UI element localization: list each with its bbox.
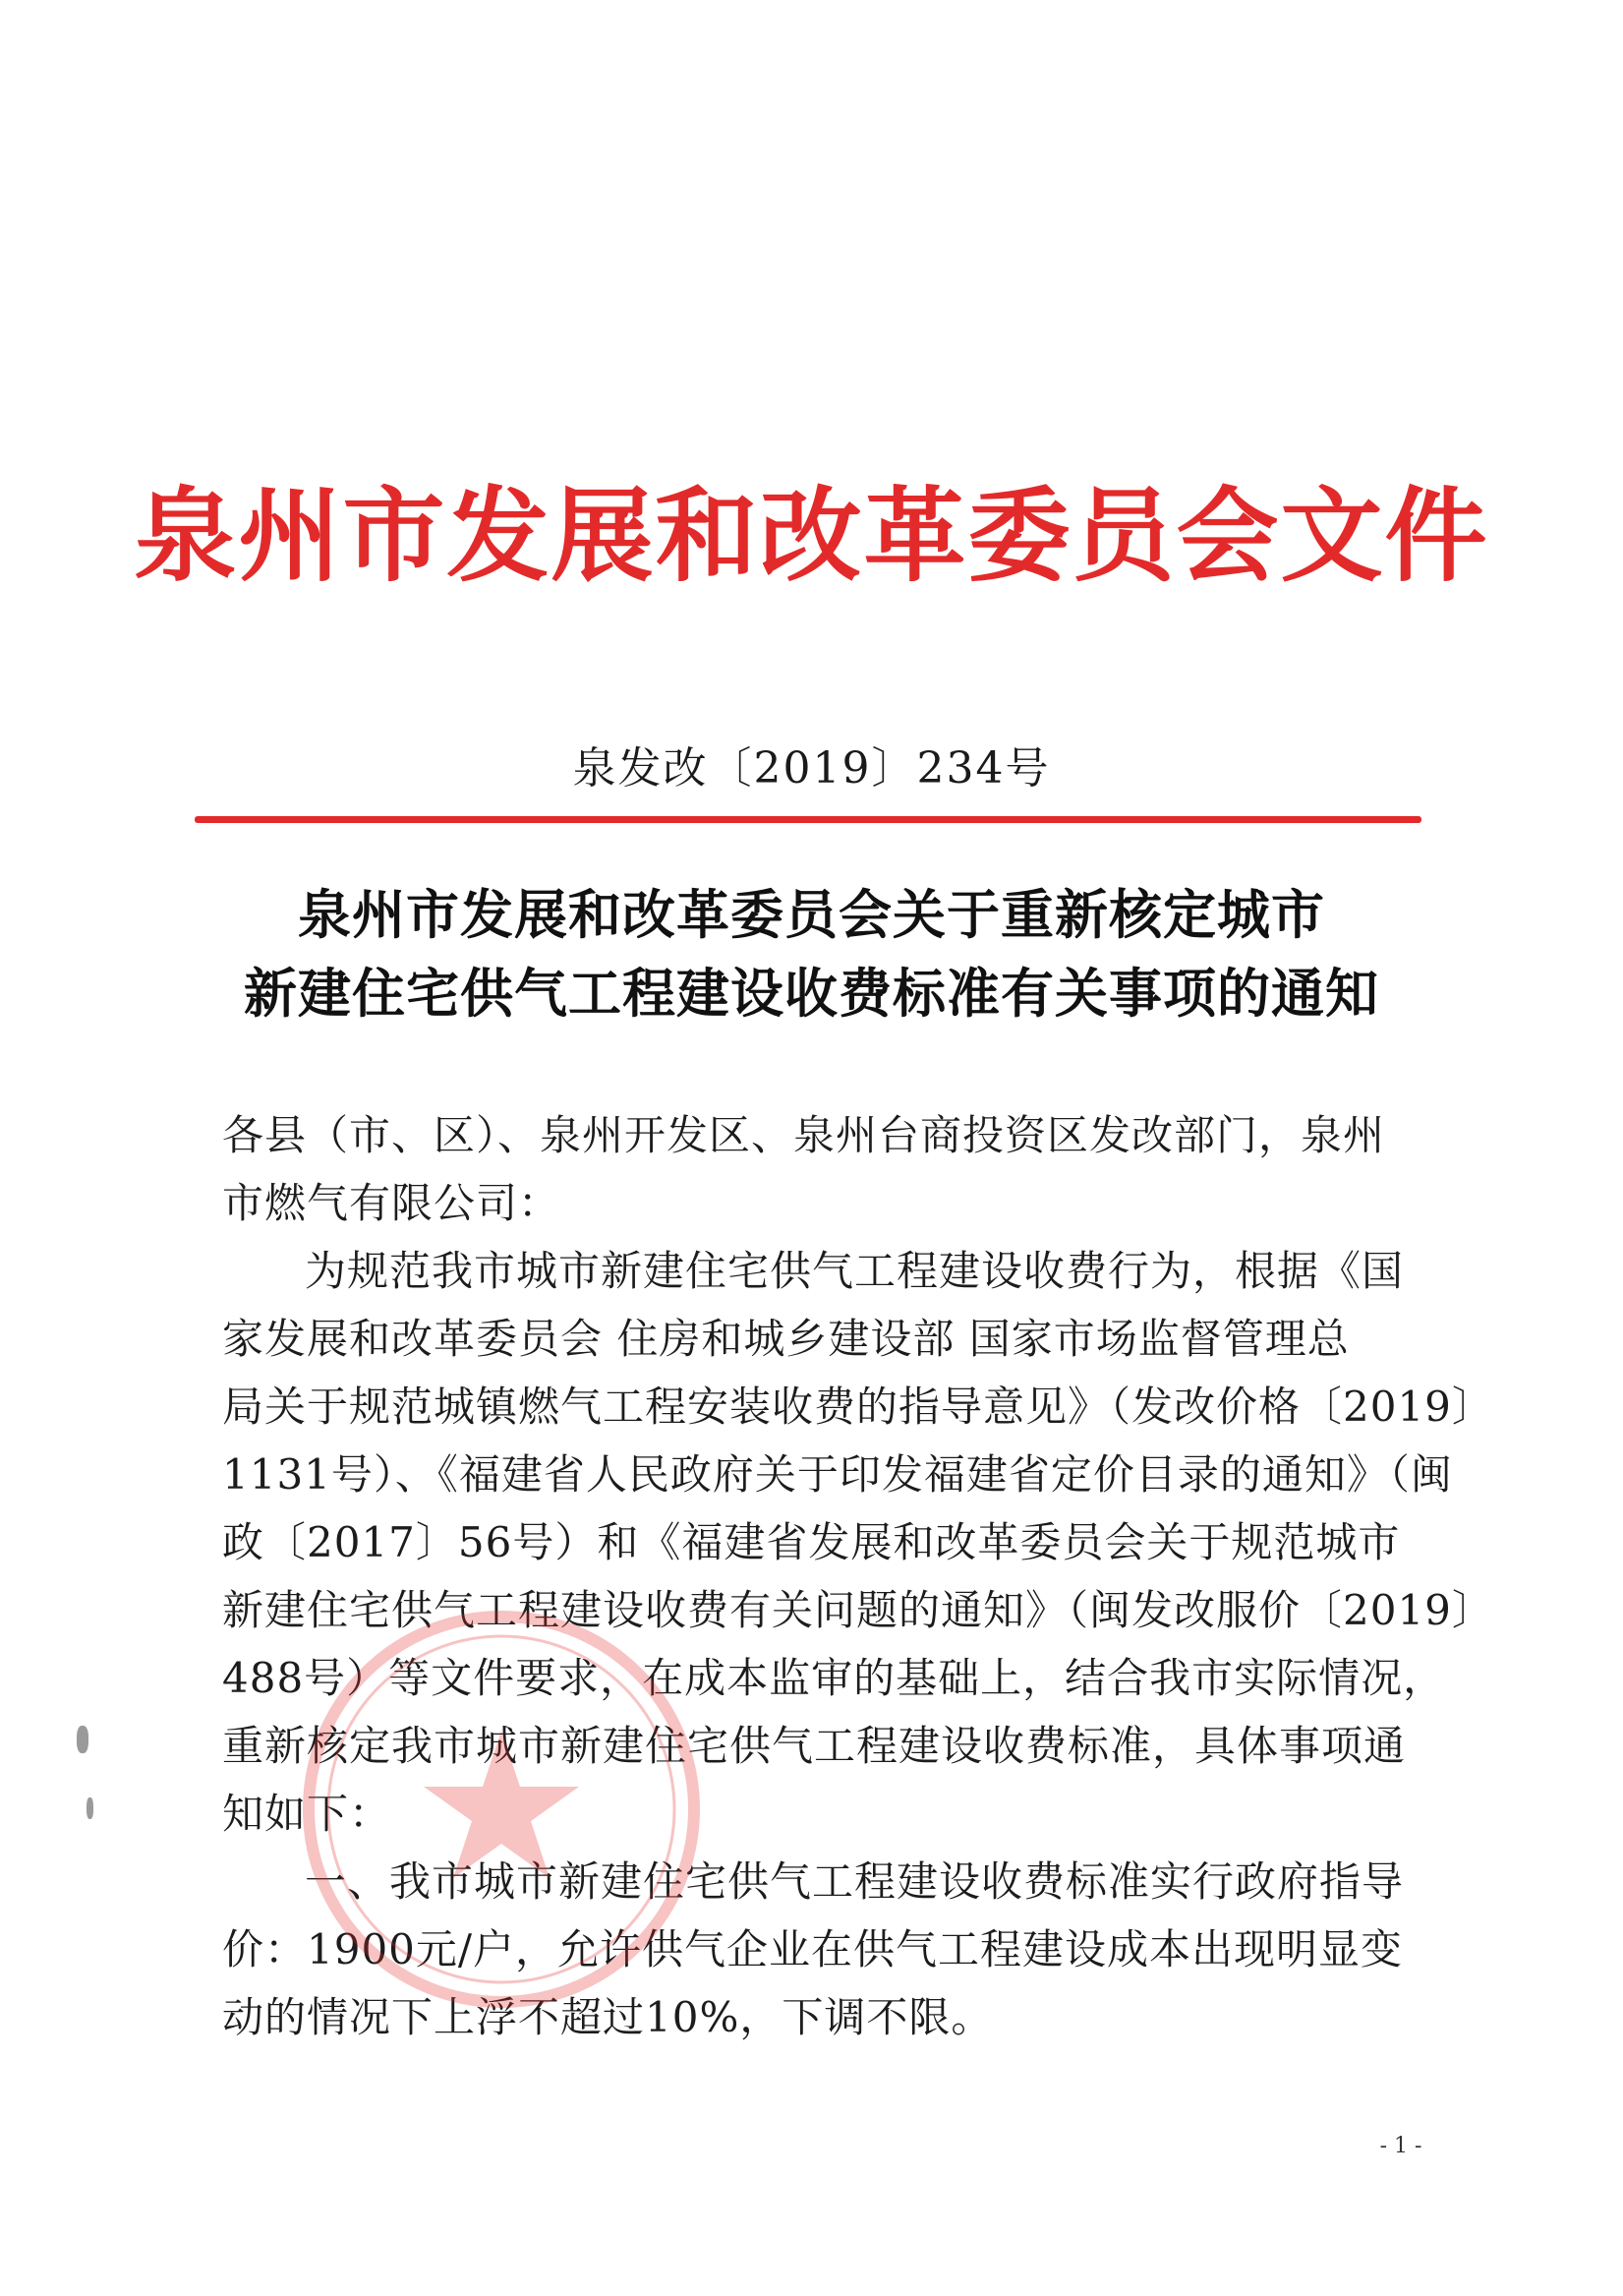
body-line: 政〔2017〕56号）和《福建省发展和改革委员会关于规范城市 (222, 1518, 1401, 1566)
body-line: 各县（市、区）、泉州开发区、泉州台商投资区发改部门，泉州 (222, 1111, 1386, 1159)
body-line: 家发展和改革委员会 住房和城乡建设部 国家市场监督管理总 (222, 1315, 1350, 1363)
scan-mark (87, 1797, 93, 1819)
body-line: 价：1900元/户，允许供气企业在供气工程建设成本出现明显变 (222, 1925, 1404, 1973)
body-line: 市燃气有限公司： (222, 1179, 561, 1227)
body-line: 一、我市城市新建住宅供气工程建设收费标准实行政府指导 (305, 1857, 1405, 1906)
header-title: 泉州市发展和改革委员会文件 (134, 475, 1489, 596)
notice-title-line-2: 新建住宅供气工程建设收费标准有关事项的通知 (244, 962, 1379, 1025)
body-line: 重新核定我市城市新建住宅供气工程建设收费标准，具体事项通 (222, 1722, 1407, 1770)
red-divider-line (195, 816, 1421, 823)
page-number: - 1 - (1379, 2134, 1422, 2158)
body-line: 知如下： (222, 1790, 392, 1838)
document-number: 泉发改〔2019〕234号 (572, 743, 1051, 794)
body-line: 动的情况下上浮不超过10%，下调不限。 (222, 1993, 994, 2041)
notice-title (0, 875, 1623, 1032)
body-line: 1131号）、《福建省人民政府关于印发福建省定价目录的通知》（闽 (222, 1450, 1453, 1499)
body-text (222, 1101, 1494, 2051)
body-line: 488号）等文件要求，在成本监审的基础上，结合我市实际情况， (222, 1654, 1446, 1702)
body-line: 为规范我市城市新建住宅供气工程建设收费行为，根据《国 (305, 1247, 1405, 1295)
body-line: 新建住宅供气工程建设收费有关问题的通知》（闽发改服价〔2019〕 (222, 1586, 1494, 1634)
body-line: 局关于规范城镇燃气工程安装收费的指导意见》（发改价格〔2019〕 (222, 1383, 1494, 1431)
scan-mark (77, 1726, 88, 1753)
notice-title-line-1: 泉州市发展和改革委员会关于重新核定城市 (298, 883, 1325, 946)
